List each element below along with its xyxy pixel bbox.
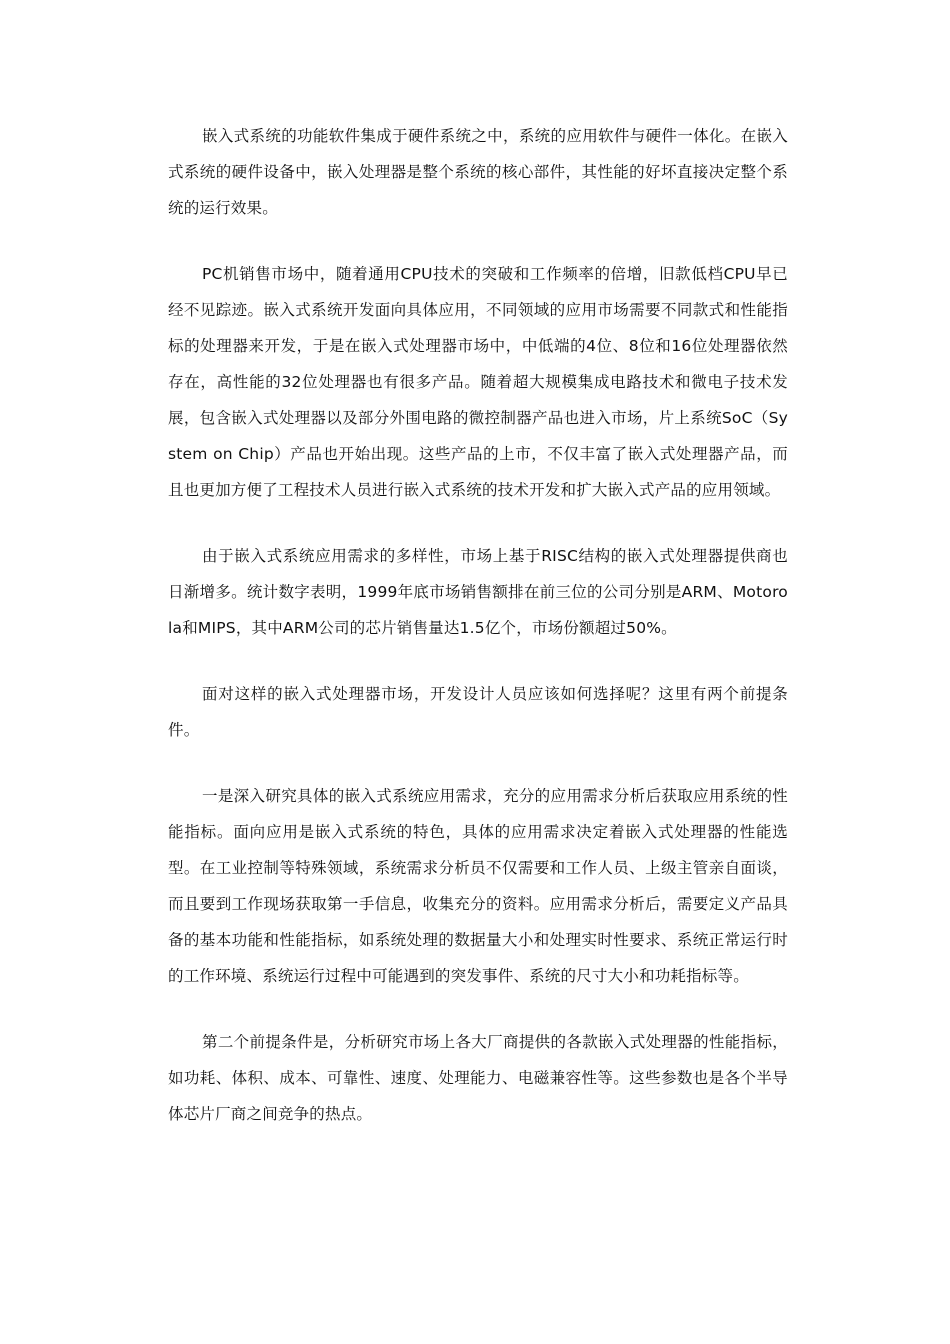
paragraph-2: PC机销售市场中，随着通用CPU技术的突破和工作频率的倍增，旧款低档CPU早已经不见踪迹。嵌入式系统开发面向具体应用，不同领域的应用市场需要不同款式和性能指标的处理器来开发，于是在嵌入式处理器市场中，中低端的4位、8位和16位处理器依然存在，高性能的32位处理器也有很多产品。随着超大规模集成电路技术和微电子技术发展，包含嵌入式处理器以及部分外围电路的微控制器产品也进入市场，片上系统SoC（System on Chip）产品也开始出现。这些产品的上市，不仅丰富了嵌入式处理器产品，而且也更加方便了工程技术人员进行嵌入式系统的技术开发和扩大嵌入式产品的应用领域。 <box>168 265 788 499</box>
paragraph-3: 由于嵌入式系统应用需求的多样性，市场上基于RISC结构的嵌入式处理器提供商也日渐增多。统计数字表明，1999年底市场销售额排在前三位的公司分别是ARM、Motorola和MIPS，其中ARM公司的芯片销售量达1.5亿个，市场份额超过50%。 <box>168 547 788 637</box>
document-body <box>168 118 788 1132</box>
paragraph-5: 一是深入研究具体的嵌入式系统应用需求，充分的应用需求分析后获取应用系统的性能指标。面向应用是嵌入式系统的特色，具体的应用需求决定着嵌入式处理器的性能选型。在工业控制等特殊领域，系统需求分析员不仅需要和工作人员、上级主管亲自面谈，而且要到工作现场获取第一手信息，收集充分的资料。应用需求分析后，需要定义产品具备的基本功能和性能指标，如系统处理的数据量大小和处理实时性要求、系统正常运行时的工作环境、系统运行过程中可能遇到的突发事件、系统的尺寸大小和功耗指标等。 <box>168 787 788 985</box>
paragraph-6: 第二个前提条件是，分析研究市场上各大厂商提供的各款嵌入式处理器的性能指标，如功耗、体积、成本、可靠性、速度、处理能力、电磁兼容性等。这些参数也是各个半导体芯片厂商之间竞争的热点。 <box>168 1033 788 1123</box>
paragraph-4: 面对这样的嵌入式处理器市场，开发设计人员应该如何选择呢？这里有两个前提条件。 <box>168 685 788 739</box>
paragraph-1: 嵌入式系统的功能软件集成于硬件系统之中，系统的应用软件与硬件一体化。在嵌入式系统的硬件设备中，嵌入处理器是整个系统的核心部件，其性能的好坏直接决定整个系统的运行效果。 <box>168 127 788 217</box>
